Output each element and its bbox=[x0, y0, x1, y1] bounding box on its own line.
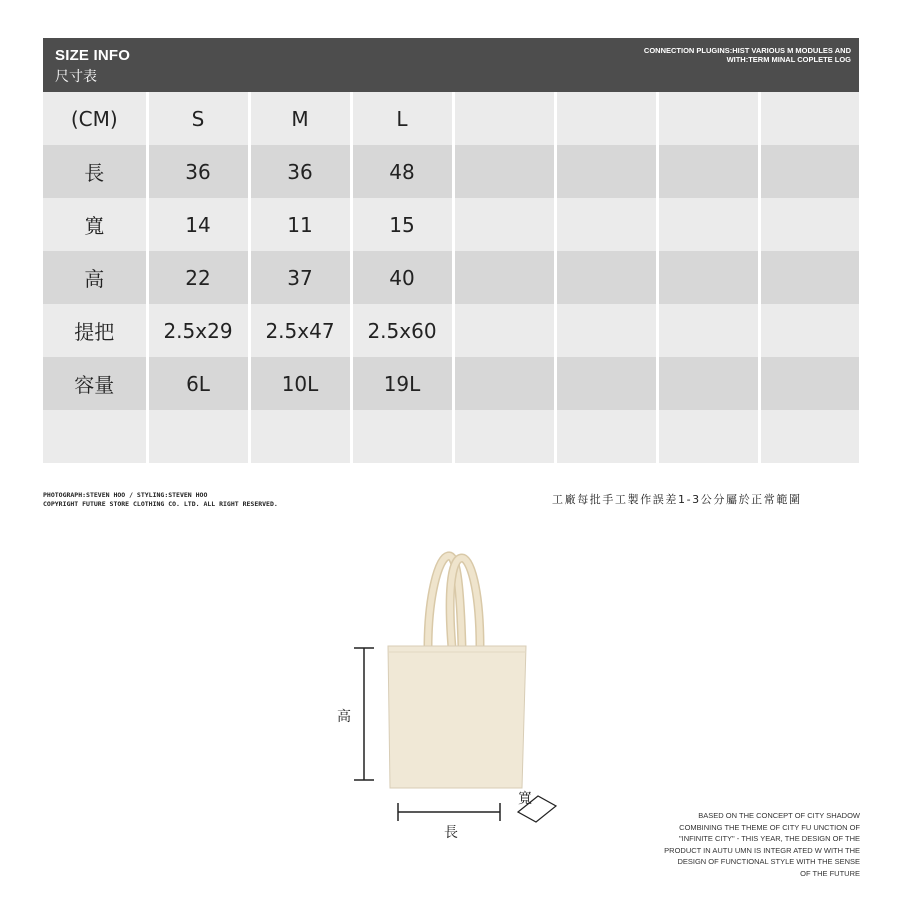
table-cell bbox=[147, 410, 249, 463]
table-cell bbox=[555, 198, 657, 251]
title-english: SIZE INFO bbox=[55, 47, 131, 64]
table-cell: 2.5x47 bbox=[249, 304, 351, 357]
table-cell bbox=[351, 410, 453, 463]
table-row-height bbox=[43, 251, 859, 304]
table-cell bbox=[657, 357, 759, 410]
width-label: 寬 bbox=[518, 791, 532, 807]
size-table bbox=[43, 92, 859, 463]
table-cell bbox=[555, 304, 657, 357]
table-cell bbox=[759, 251, 859, 304]
table-cell: 11 bbox=[249, 198, 351, 251]
table-cell: 19L bbox=[351, 357, 453, 410]
bag-body bbox=[388, 646, 526, 788]
empty-header-cell bbox=[555, 92, 657, 145]
table-row-handle bbox=[43, 304, 859, 357]
credit-line-1: PHOTOGRAPH:STEVEN HOO / STYLING:STEVEN HOO bbox=[43, 491, 208, 499]
table-cell bbox=[657, 304, 759, 357]
bag-dimension-diagram bbox=[330, 548, 570, 848]
row-label: 容量 bbox=[43, 357, 147, 410]
tolerance-note: 工廠每批手工製作誤差1-3公分屬於正常範圍 bbox=[552, 493, 802, 506]
concept-line-6: OF THE FUTURE bbox=[800, 868, 860, 878]
table-row-empty bbox=[43, 410, 859, 463]
table-cell bbox=[657, 251, 759, 304]
concept-line-4: PRODUCT IN AUTU UMN IS INTEGR ATED W WITH THE bbox=[664, 845, 860, 855]
row-label: 長 bbox=[43, 145, 147, 198]
size-info-header bbox=[43, 38, 859, 92]
table-cell: 14 bbox=[147, 198, 249, 251]
empty-header-cell bbox=[453, 92, 555, 145]
table-cell bbox=[759, 410, 859, 463]
size-l-header: L bbox=[351, 92, 453, 145]
concept-line-3: "INFINITE CITY" - THIS YEAR, THE DESIGN OF THE bbox=[678, 834, 860, 843]
row-label: 寬 bbox=[43, 198, 147, 251]
table-cell bbox=[453, 198, 555, 251]
table-cell bbox=[555, 251, 657, 304]
table-cell: 36 bbox=[147, 145, 249, 198]
table-cell bbox=[249, 410, 351, 463]
table-cell bbox=[453, 304, 555, 357]
header-note bbox=[644, 46, 851, 64]
table-cell bbox=[759, 357, 859, 410]
table-row-length bbox=[43, 145, 859, 198]
table-cell: 36 bbox=[249, 145, 351, 198]
title-chinese: 尺寸表 bbox=[55, 69, 97, 85]
concept-line-1: BASED ON THE CONCEPT OF CITY SHADOW bbox=[698, 811, 860, 820]
unit-cell: (CM) bbox=[43, 92, 147, 145]
height-label: 高 bbox=[337, 709, 351, 725]
size-s-header: S bbox=[147, 92, 249, 145]
size-m-header: M bbox=[249, 92, 351, 145]
table-cell bbox=[43, 410, 147, 463]
table-cell: 2.5x29 bbox=[147, 304, 249, 357]
concept-line-2: COMBINING THE THEME OF CITY FU UNCTION OF bbox=[679, 822, 860, 832]
table-cell: 10L bbox=[249, 357, 351, 410]
row-label: 提把 bbox=[43, 304, 147, 357]
header-note-line-1: CONNECTION PLUGINS:HIST VARIOUS M MODULES AND bbox=[643, 46, 851, 55]
table-cell: 48 bbox=[351, 145, 453, 198]
tote-bag-illustration bbox=[330, 548, 570, 848]
table-cell: 40 bbox=[351, 251, 453, 304]
table-cell bbox=[453, 410, 555, 463]
credit-line-2: COPYRIGHT FUTURE STORE CLOTHING CO. LTD. ALL RIGHT RESERVED. bbox=[43, 499, 278, 508]
table-cell bbox=[657, 198, 759, 251]
table-row-width bbox=[43, 198, 859, 251]
concept-text bbox=[600, 810, 860, 879]
table-cell: 37 bbox=[249, 251, 351, 304]
table-cell: 2.5x60 bbox=[351, 304, 453, 357]
photo-credit bbox=[43, 491, 278, 508]
table-cell bbox=[453, 251, 555, 304]
table-row-capacity bbox=[43, 357, 859, 410]
table-cell bbox=[657, 145, 759, 198]
table-cell bbox=[555, 357, 657, 410]
row-label: 高 bbox=[43, 251, 147, 304]
table-header-row bbox=[43, 92, 859, 145]
table-cell bbox=[453, 357, 555, 410]
table-cell bbox=[759, 145, 859, 198]
table-cell bbox=[453, 145, 555, 198]
table-cell bbox=[759, 198, 859, 251]
concept-line-5: DESIGN OF FUNCTIONAL STYLE WITH THE SENSE bbox=[677, 857, 860, 866]
empty-header-cell bbox=[759, 92, 859, 145]
table-cell bbox=[555, 410, 657, 463]
table-cell: 22 bbox=[147, 251, 249, 304]
table-cell: 6L bbox=[147, 357, 249, 410]
empty-header-cell bbox=[657, 92, 759, 145]
table-cell bbox=[555, 145, 657, 198]
header-note-line-2: WITH:TERM MINAL COPLETE LOG bbox=[726, 55, 851, 64]
length-label: 長 bbox=[444, 825, 458, 841]
table-cell: 15 bbox=[351, 198, 453, 251]
table-cell bbox=[759, 304, 859, 357]
table-cell bbox=[657, 410, 759, 463]
